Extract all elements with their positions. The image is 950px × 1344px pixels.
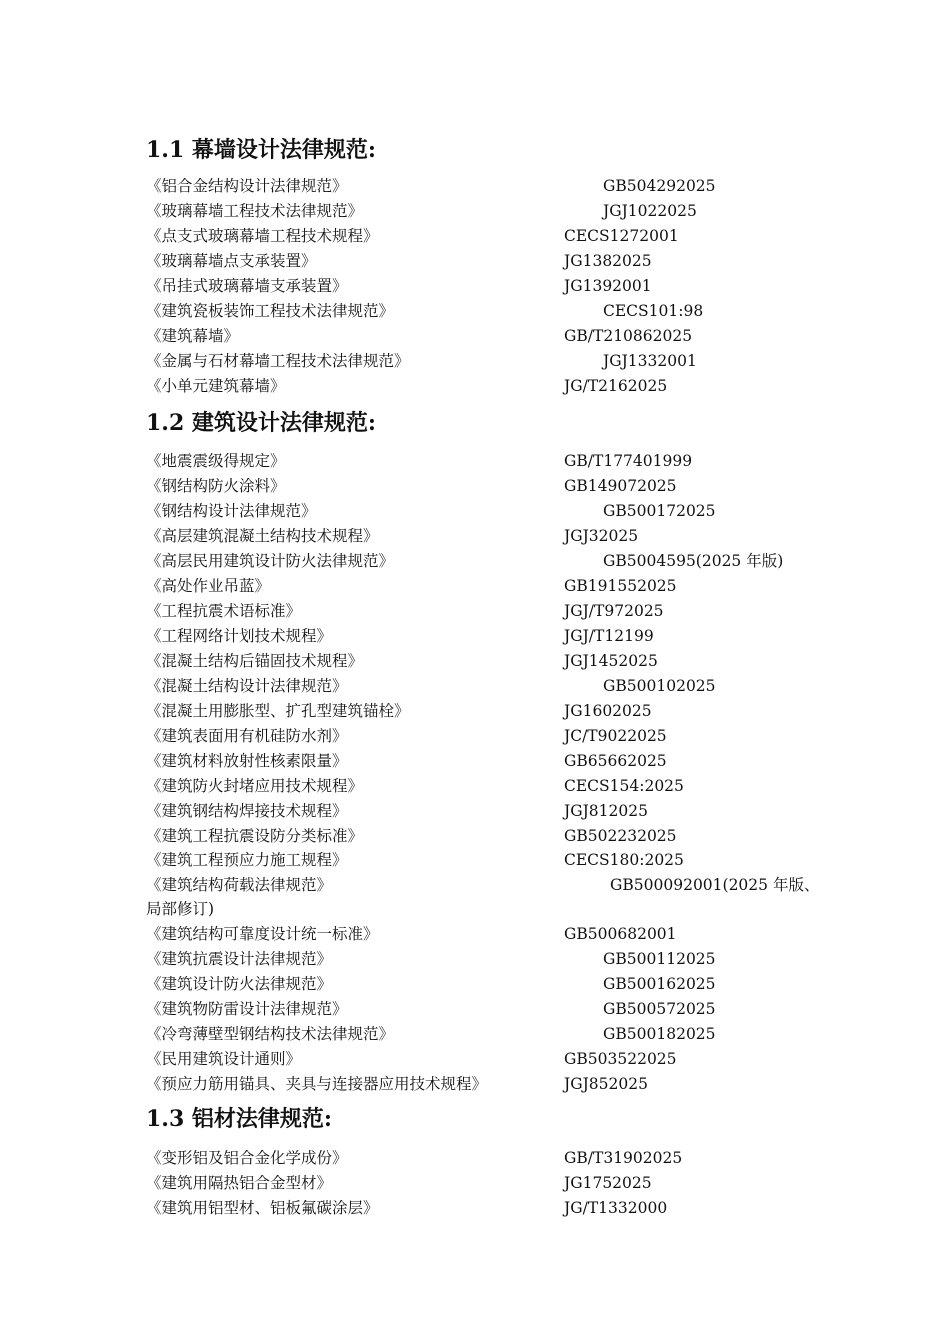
- standard-code: GB149072025: [564, 477, 677, 495]
- standard-title: 《建筑结构荷载法律规范》: [146, 876, 333, 894]
- list-item: [146, 972, 846, 997]
- list-item: [146, 349, 846, 374]
- standard-title: 《玻璃幕墙点支承装置》: [146, 252, 317, 270]
- list-item: [146, 922, 846, 947]
- list-item: [146, 749, 846, 774]
- standard-title: 《钢结构设计法律规范》: [146, 502, 317, 520]
- standard-title: 《工程网络计划技术规程》: [146, 627, 333, 645]
- standard-code: JC/T9022025: [564, 727, 667, 745]
- list-item: [146, 174, 846, 199]
- standard-title: 《高层民用建筑设计防火法律规范》: [146, 552, 395, 570]
- standard-code: JG/T2162025: [564, 377, 668, 395]
- standard-title: 《建筑幕墙》: [146, 327, 240, 345]
- list-item: [146, 449, 846, 474]
- standard-code: GB500162025: [603, 975, 716, 993]
- standard-title: 《混凝土用膨胀型、扩孔型建筑锚栓》: [146, 702, 410, 720]
- standard-code: GB500092001(2025 年版、: [610, 876, 820, 894]
- standard-title: 《建筑钢结构焊接技术规程》: [146, 802, 348, 820]
- list-item: [146, 1171, 846, 1196]
- list-item: [146, 649, 846, 674]
- standard-code: GB500572025: [603, 1000, 716, 1018]
- standard-title: 《建筑瓷板装饰工程技术法律规范》: [146, 302, 395, 320]
- standard-title: 《玻璃幕墙工程技术法律规范》: [146, 202, 364, 220]
- standard-title: 《钢结构防火涂料》: [146, 477, 286, 495]
- standard-title: 《高层建筑混凝土结构技术规程》: [146, 527, 379, 545]
- section-heading: 1.3 铝材法律规范:: [146, 1106, 333, 1132]
- standard-code: CECS180:2025: [564, 851, 684, 869]
- standard-title: 《建筑抗震设计法律规范》: [146, 950, 333, 968]
- standard-code: JG/T1332000: [564, 1199, 668, 1217]
- section-heading: 1.2 建筑设计法律规范:: [146, 410, 377, 436]
- standard-code: GB500182025: [603, 1025, 716, 1043]
- list-item: [146, 1146, 846, 1171]
- standard-title: 《建筑设计防火法律规范》: [146, 975, 333, 993]
- standard-code: JGJ/T12199: [564, 627, 654, 645]
- standard-title: 《建筑材料放射性核素限量》: [146, 752, 348, 770]
- standard-title: 《建筑防火封堵应用技术规程》: [146, 777, 364, 795]
- standard-code: GB502232025: [564, 827, 677, 845]
- standard-title: 《金属与石材幕墙工程技术法律规范》: [146, 352, 410, 370]
- list-item: [146, 1047, 846, 1072]
- standard-code: GB500682001: [564, 925, 677, 943]
- standard-title: 《地震震级得规定》: [146, 452, 286, 470]
- list-item: [146, 324, 846, 349]
- list-item: [146, 574, 846, 599]
- standard-title: 《变形铝及铝合金化学成份》: [146, 1149, 348, 1167]
- standard-code: JG1392001: [564, 277, 652, 295]
- standard-title: 《建筑结构可靠度设计统一标准》: [146, 925, 379, 943]
- standard-code: JG1382025: [564, 252, 652, 270]
- list-item: [146, 947, 846, 972]
- list-item: [146, 1196, 846, 1221]
- standard-title: 《冷弯薄壁型钢结构技术法律规范》: [146, 1025, 395, 1043]
- standard-code: GB500112025: [603, 950, 716, 968]
- standard-code: GB/T177401999: [564, 452, 693, 470]
- standard-code: GB/T31902025: [564, 1149, 683, 1167]
- standard-code: JGJ32025: [564, 527, 639, 545]
- list-item: [146, 199, 846, 224]
- list-item: [146, 699, 846, 724]
- list-item: [146, 674, 846, 699]
- list-item: [146, 799, 846, 824]
- standard-code: JGJ1452025: [564, 652, 658, 670]
- list-item: [146, 848, 846, 873]
- standard-code: CECS154:2025: [564, 777, 684, 795]
- standard-code: GB503522025: [564, 1050, 677, 1068]
- list-item: [146, 997, 846, 1022]
- section-heading: 1.1 幕墙设计法律规范:: [146, 137, 377, 163]
- list-item: [146, 599, 846, 624]
- standard-title: 《吊挂式玻璃幕墙支承装置》: [146, 277, 348, 295]
- standard-code: GB504292025: [603, 177, 716, 195]
- standard-code: CECS101:98: [603, 302, 704, 320]
- standard-title: 《建筑物防雷设计法律规范》: [146, 1000, 348, 1018]
- standard-code: JGJ/T972025: [564, 602, 664, 620]
- standard-code: CECS1272001: [564, 227, 679, 245]
- standard-code: JG1752025: [564, 1174, 652, 1192]
- wrapped-line: 局部修订): [146, 900, 215, 918]
- list-item: [146, 374, 846, 399]
- list-item: [146, 873, 846, 898]
- list-item: [146, 474, 846, 499]
- list-item: [146, 499, 846, 524]
- list-item: [146, 524, 846, 549]
- standard-title: 《建筑用隔热铝合金型材》: [146, 1174, 333, 1192]
- standard-title: 《铝合金结构设计法律规范》: [146, 177, 348, 195]
- standard-title: 《民用建筑设计通则》: [146, 1050, 302, 1068]
- standard-title: 《建筑表面用有机硅防水剂》: [146, 727, 348, 745]
- standard-title: 《高处作业吊蓝》: [146, 577, 271, 595]
- standard-title: 《混凝土结构设计法律规范》: [146, 677, 348, 695]
- list-item: [146, 624, 846, 649]
- standard-title: 《建筑工程预应力施工规程》: [146, 851, 348, 869]
- standard-title: 《混凝土结构后锚固技术规程》: [146, 652, 364, 670]
- list-item: [146, 1072, 846, 1097]
- standard-title: 《建筑工程抗震设防分类标准》: [146, 827, 364, 845]
- list-item: [146, 724, 846, 749]
- standard-code: GB500172025: [603, 502, 716, 520]
- standard-title: 《预应力筋用锚具、夹具与连接器应用技术规程》: [146, 1075, 488, 1093]
- standard-title: 《点支式玻璃幕墙工程技术规程》: [146, 227, 379, 245]
- list-item: [146, 549, 846, 574]
- standard-title: 《工程抗震术语标准》: [146, 602, 302, 620]
- standard-title: 《建筑用铝型材、铝板氟碳涂层》: [146, 1199, 379, 1217]
- standard-code: JG1602025: [564, 702, 652, 720]
- standard-code: JGJ852025: [564, 1075, 648, 1093]
- list-item: [146, 299, 846, 324]
- standard-code: GB65662025: [564, 752, 667, 770]
- standard-code: GB191552025: [564, 577, 677, 595]
- standard-code: GB500102025: [603, 677, 716, 695]
- list-item: [146, 274, 846, 299]
- list-item: [146, 224, 846, 249]
- list-item: [146, 774, 846, 799]
- standard-code: JGJ1332001: [603, 352, 697, 370]
- list-item: [146, 1022, 846, 1047]
- standard-title: 《小单元建筑幕墙》: [146, 377, 286, 395]
- standard-code: GB/T210862025: [564, 327, 693, 345]
- standard-code: JGJ1022025: [603, 202, 697, 220]
- list-item: [146, 824, 846, 849]
- standard-code: GB5004595(2025 年版): [603, 552, 784, 570]
- list-item: [146, 249, 846, 274]
- standard-code: JGJ812025: [564, 802, 648, 820]
